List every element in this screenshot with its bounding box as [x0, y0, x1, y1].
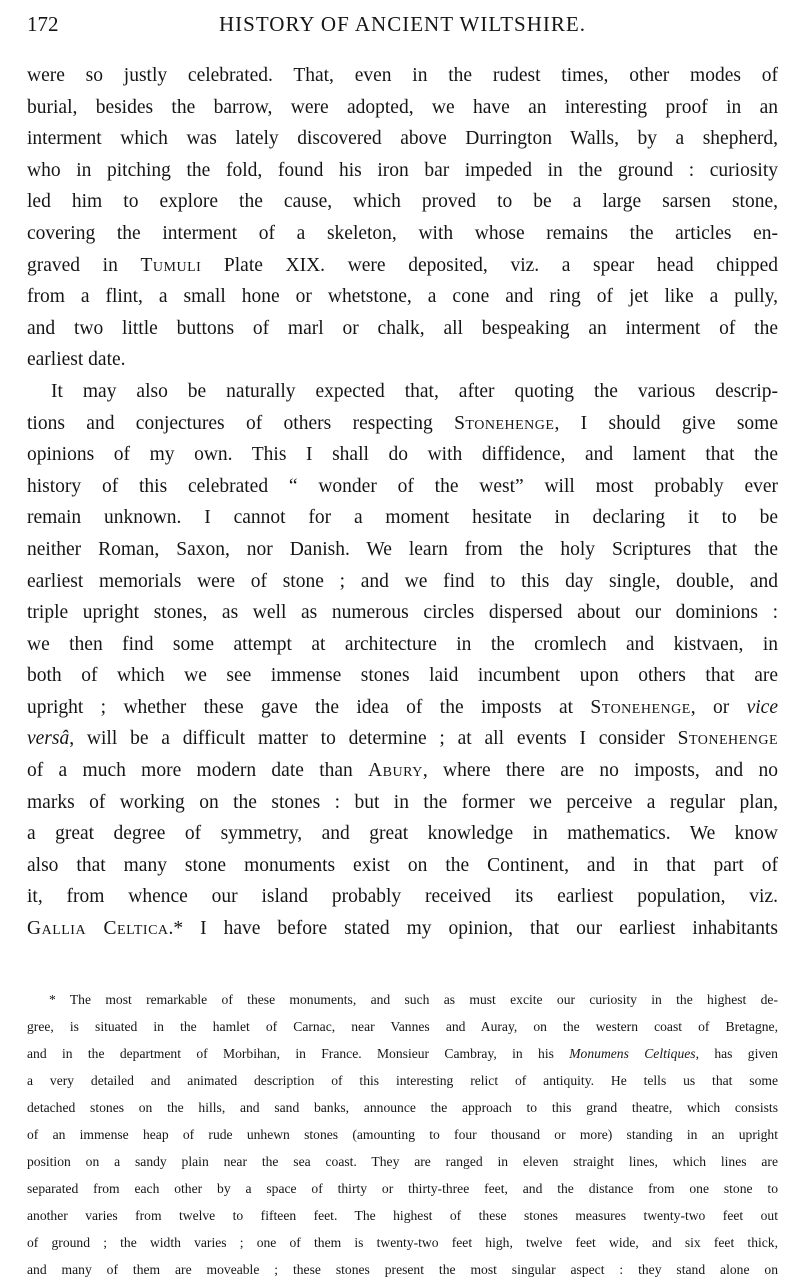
text-run: of ground ; the width varies ; one of them is twenty-two feet high, twelve feet wide, and six feet thick,	[27, 1235, 778, 1250]
page-number: 172	[27, 12, 59, 36]
text-run: detached stones on the hills, and sand banks, announce the approach to this grand theatre, which consists	[27, 1100, 778, 1115]
text-run: neither Roman, Saxon, nor Danish. We learn from the holy Scriptures that the	[27, 538, 778, 560]
text-line	[27, 566, 778, 598]
text-run: history of this celebrated “ wonder of the west” will most probably ever	[27, 475, 778, 497]
italic-text: Monumens Celtiques	[569, 1046, 696, 1061]
running-title: HISTORY OF ANCIENT WILTSHIRE.	[219, 12, 586, 36]
footnote-line	[27, 1013, 778, 1040]
text-run: * The most remarkable of these monuments, and such as must excite our curiosity in the highest de-	[49, 992, 778, 1007]
text-run: , has given	[695, 1046, 778, 1061]
text-run: , where there are no imposts, and no	[422, 760, 778, 782]
small-caps-name: Stonehenge	[590, 696, 691, 718]
text-line	[27, 155, 778, 187]
page-header	[27, 12, 778, 42]
footnote-line	[27, 1040, 778, 1067]
text-line	[27, 913, 778, 945]
text-run: graved in	[27, 254, 141, 276]
text-run: of a much more modern date than	[27, 760, 369, 782]
text-run: It may also be naturally expected that, after quoting the various descrip-	[51, 380, 778, 402]
text-run: another varies from twelve to fifteen feet. The highest of these stones measures twenty-two feet out	[27, 1208, 778, 1223]
text-line	[27, 629, 778, 661]
text-run: upright ; whether these gave the idea of the imposts at	[27, 696, 591, 718]
text-line	[27, 344, 778, 376]
text-run: also that many stone monuments exist on the Continent, and in that part of	[27, 854, 778, 876]
text-run: it, from whence our island probably received its earliest population, viz.	[27, 886, 778, 908]
text-run: Plate XIX. were deposited, viz. a spear head chipped	[201, 254, 778, 276]
text-run: , will be a difficult matter to determine ; at all events I consider	[69, 728, 678, 750]
text-line	[27, 218, 778, 250]
text-line	[27, 281, 778, 313]
text-line	[27, 60, 778, 92]
text-line	[27, 439, 778, 471]
text-run: earliest date.	[27, 349, 126, 371]
text-line	[27, 408, 778, 440]
text-run: gree, is situated in the hamlet of Carnac, near Vannes and Auray, on the western coast of Bretagne,	[27, 1019, 778, 1034]
footnote-line	[27, 1121, 778, 1148]
text-line	[27, 534, 778, 566]
text-run: marks of working on the stones : but in the former we perceive a regular plan,	[27, 791, 778, 813]
text-run: .* I have before stated my opinion, that our earliest inhabitants	[168, 918, 778, 940]
text-run: and two little buttons of marl or chalk, all bespeaking an interment of the	[27, 317, 778, 339]
text-line	[27, 723, 778, 755]
text-line	[27, 376, 778, 408]
italic-text: vice	[746, 696, 778, 718]
small-caps-name: Abury	[368, 760, 423, 782]
text-run: interment which was lately discovered above Durrington Walls, by a shepherd,	[27, 128, 778, 150]
text-line	[27, 92, 778, 124]
text-line	[27, 818, 778, 850]
footnote-line	[27, 1202, 778, 1229]
text-run: position on a sandy plain near the sea coast. They are ranged in eleven straight lines, which lines are	[27, 1154, 778, 1169]
text-line	[27, 502, 778, 534]
text-run: and in the department of Morbihan, in France. Monsieur Cambray, in his	[27, 1046, 570, 1061]
footnote-line	[27, 1094, 778, 1121]
text-line	[27, 313, 778, 345]
text-line	[27, 755, 778, 787]
text-run: and many of them are moveable ; these stones present the most singular aspect : they stand alone on	[27, 1262, 778, 1277]
footnote-line	[27, 986, 778, 1013]
text-run: separated from each other by a space of thirty or thirty-three feet, and the distance from one stone to	[27, 1181, 778, 1196]
text-line	[27, 597, 778, 629]
text-run: remain unknown. I cannot for a moment hesitate in declaring it to be	[27, 507, 778, 529]
small-caps-name: Gallia Celtica	[27, 918, 169, 940]
text-line	[27, 123, 778, 155]
text-run: we then find some attempt at architecture in the cromlech and kistvaen, in	[27, 633, 778, 655]
small-caps-name: Stonehenge	[677, 728, 778, 750]
text-line	[27, 471, 778, 503]
footnote-line	[27, 1256, 778, 1283]
footnote-line	[27, 1229, 778, 1256]
text-line	[27, 250, 778, 282]
text-run: earliest memorials were of stone ; and we find to this day single, double, and	[27, 570, 778, 592]
footnote-line	[27, 1175, 778, 1202]
italic-text: versâ	[27, 728, 70, 750]
footnote	[27, 986, 778, 1283]
small-caps-name: Tumuli	[140, 254, 202, 276]
text-run: a very detailed and animated description of this interesting relict of antiquity. He tells us that some	[27, 1073, 778, 1088]
text-run: led him to explore the cause, which proved to be a large sarsen stone,	[27, 191, 778, 213]
text-line	[27, 787, 778, 819]
text-run: opinions of my own. This I shall do with diffidence, and lament that the	[27, 444, 778, 466]
text-run: burial, besides the barrow, were adopted, we have an interesting proof in an	[27, 96, 778, 118]
text-run: triple upright stones, as well as numerous circles dispersed about our dominions :	[27, 602, 778, 624]
text-line	[27, 881, 778, 913]
text-run: were so justly celebrated. That, even in the rudest times, other modes of	[27, 65, 778, 86]
text-run: of an immense heap of rude unhewn stones (amounting to four thousand or more) standing in an upright	[27, 1127, 778, 1142]
body-text	[27, 60, 778, 945]
text-line	[27, 660, 778, 692]
text-run: both of which we see immense stones laid incumbent upon others that are	[27, 665, 778, 687]
text-run: a great degree of symmetry, and great knowledge in mathematics. We know	[27, 823, 778, 845]
text-line	[27, 850, 778, 882]
footnote-line	[27, 1067, 778, 1094]
text-run: covering the interment of a skeleton, with whose remains the articles en-	[27, 222, 778, 244]
text-run: who in pitching the fold, found his iron bar impeded in the ground : curiosity	[27, 159, 778, 181]
text-run: , or	[690, 696, 747, 718]
footnote-line	[27, 1148, 778, 1175]
text-run: tions and conjectures of others respecting	[27, 412, 455, 434]
text-line	[27, 692, 778, 724]
text-run: , I should give some	[554, 412, 778, 434]
text-run: from a flint, a small hone or whetstone, a cone and ring of jet like a pully,	[27, 286, 778, 308]
text-line	[27, 186, 778, 218]
small-caps-name: Stonehenge	[454, 412, 555, 434]
